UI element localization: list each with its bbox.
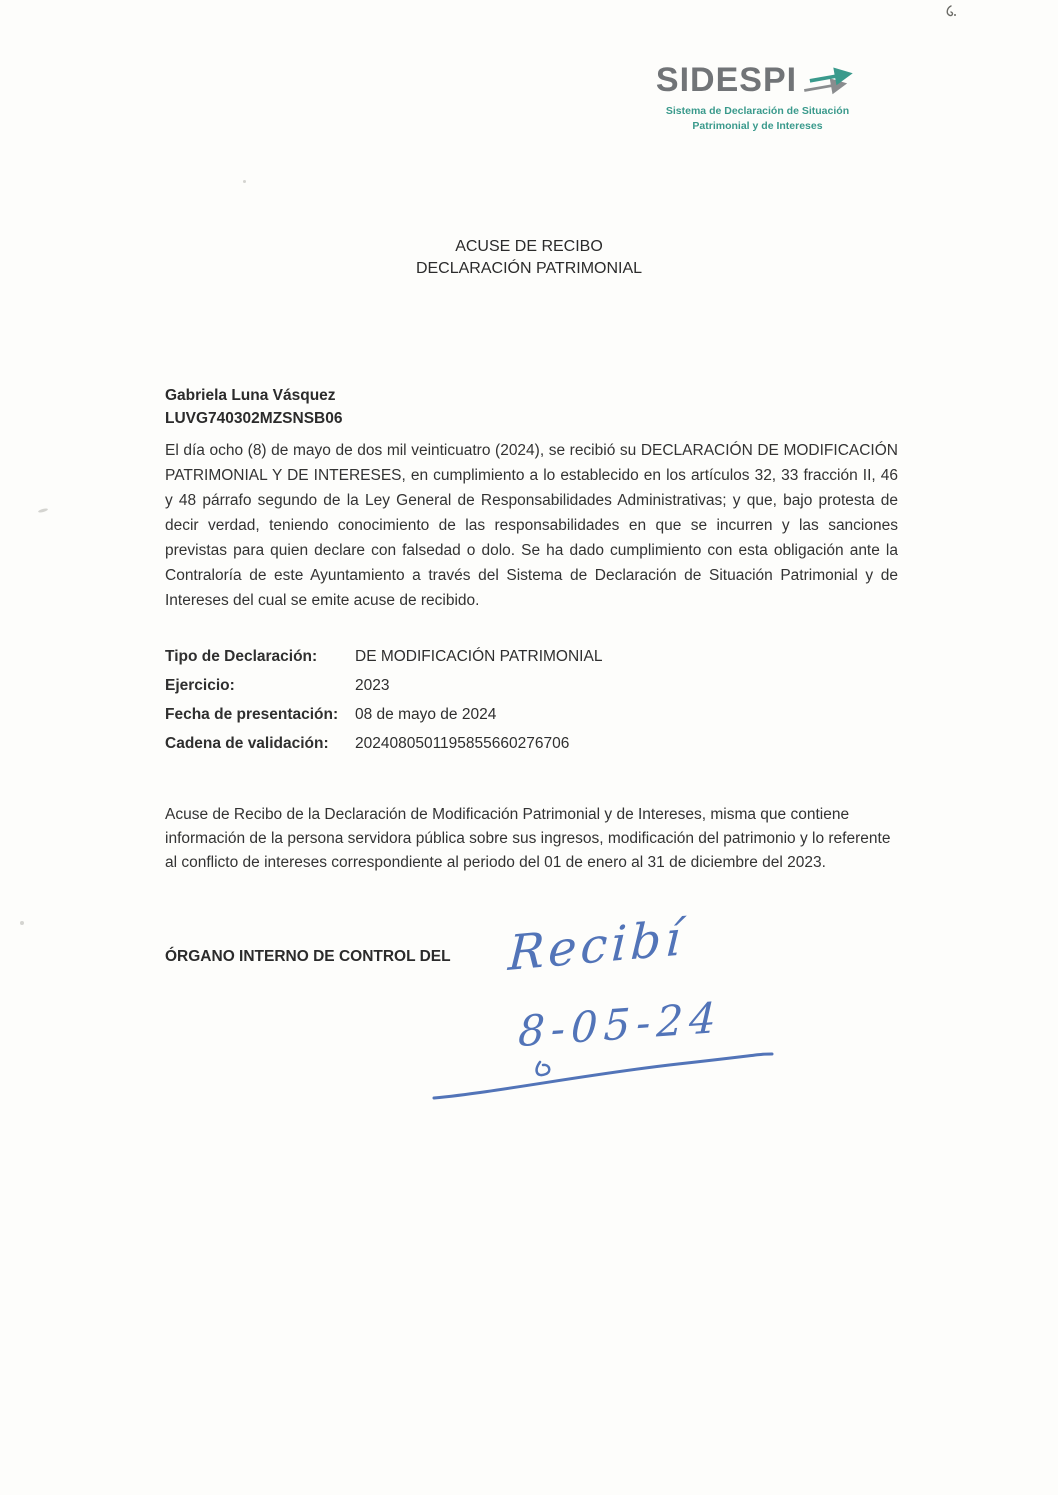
signature-heading: ÓRGANO INTERNO DE CONTROL DEL <box>165 948 451 965</box>
body-paragraph: El día ocho (8) de mayo de dos mil veinticuatro (2024), se recibió su DECLARACIÓN DE MODIFICACIÓN PATRIMONIAL Y DE INTERESES, en cumplimiento a lo establecido en los artículos 32, 33 fracción II, 46 y 48 párrafo segundo de la Ley General de Responsabilidades Administrativas; y que, bajo protesta de decir verdad, teniendo conocimiento de las responsabilidades en que se incurren y las sanciones previstas para quien declare con falsedad o dolo. Se ha dado cumplimiento con esta obligación ante la Contraloría de este Ayuntamiento a través del Sistema de Declaración de Situación Patrimonial y de Intereses del cual se emite acuse de recibido. <box>165 442 898 609</box>
sidespi-logo-row <box>645 58 870 102</box>
field-label-fecha-presentacion: Fecha de presentación: <box>165 706 339 723</box>
recipient-name: Gabriela Luna Vásquez <box>165 387 336 404</box>
handwritten-signature-swoosh <box>428 1040 778 1112</box>
document-title-line2: DECLARACIÓN PATRIMONIAL <box>415 260 643 277</box>
scan-speck <box>243 180 246 183</box>
recipient-block <box>165 384 342 430</box>
pen-mark-top-right <box>942 4 958 20</box>
field-value-ejercicio: 2023 <box>355 677 390 694</box>
sidespi-brand-text: SIDESPI <box>655 60 798 99</box>
sidespi-arrow-icon <box>801 58 859 102</box>
field-label-ejercicio: Ejercicio: <box>165 677 235 694</box>
field-value-cadena-validacion: 2024080501195855660276706 <box>355 735 570 752</box>
sidespi-tagline-line2: Patrimonial y de Intereses <box>692 119 823 132</box>
handwritten-date: 8-05-24 <box>517 992 723 1057</box>
field-label-cadena-validacion: Cadena de validación: <box>165 735 329 752</box>
recipient-curp: LUVG740302MZSNSB06 <box>165 410 343 427</box>
field-value-tipo-declaracion: DE MODIFICACIÓN PATRIMONIAL <box>355 648 603 665</box>
sidespi-tagline <box>645 104 870 133</box>
sidespi-logo <box>645 58 870 133</box>
field-label-tipo-declaracion: Tipo de Declaración: <box>165 648 318 665</box>
scan-speck <box>20 921 24 925</box>
closing-paragraph: Acuse de Recibo de la Declaración de Modificación Patrimonial y de Intereses, misma que contiene información de la persona servidora pública sobre sus ingresos, modificación del patrimonio y lo referente al conflicto de intereses correspondiente al periodo del 01 de enero al 31 de diciembre del 2023. <box>165 806 891 871</box>
declaration-fields <box>165 646 905 762</box>
document-title <box>0 236 1058 280</box>
document-title-line1: ACUSE DE RECIBO <box>455 238 603 255</box>
field-row-tipo-declaracion <box>165 646 905 668</box>
field-row-cadena-validacion <box>165 733 905 755</box>
scan-speck <box>38 508 48 513</box>
field-row-ejercicio <box>165 675 905 697</box>
handwritten-recibi: Recibí <box>506 910 687 982</box>
field-row-fecha-presentacion <box>165 704 905 726</box>
field-value-fecha-presentacion: 08 de mayo de 2024 <box>355 706 497 723</box>
sidespi-tagline-line1: Sistema de Declaración de Situación <box>665 105 850 117</box>
